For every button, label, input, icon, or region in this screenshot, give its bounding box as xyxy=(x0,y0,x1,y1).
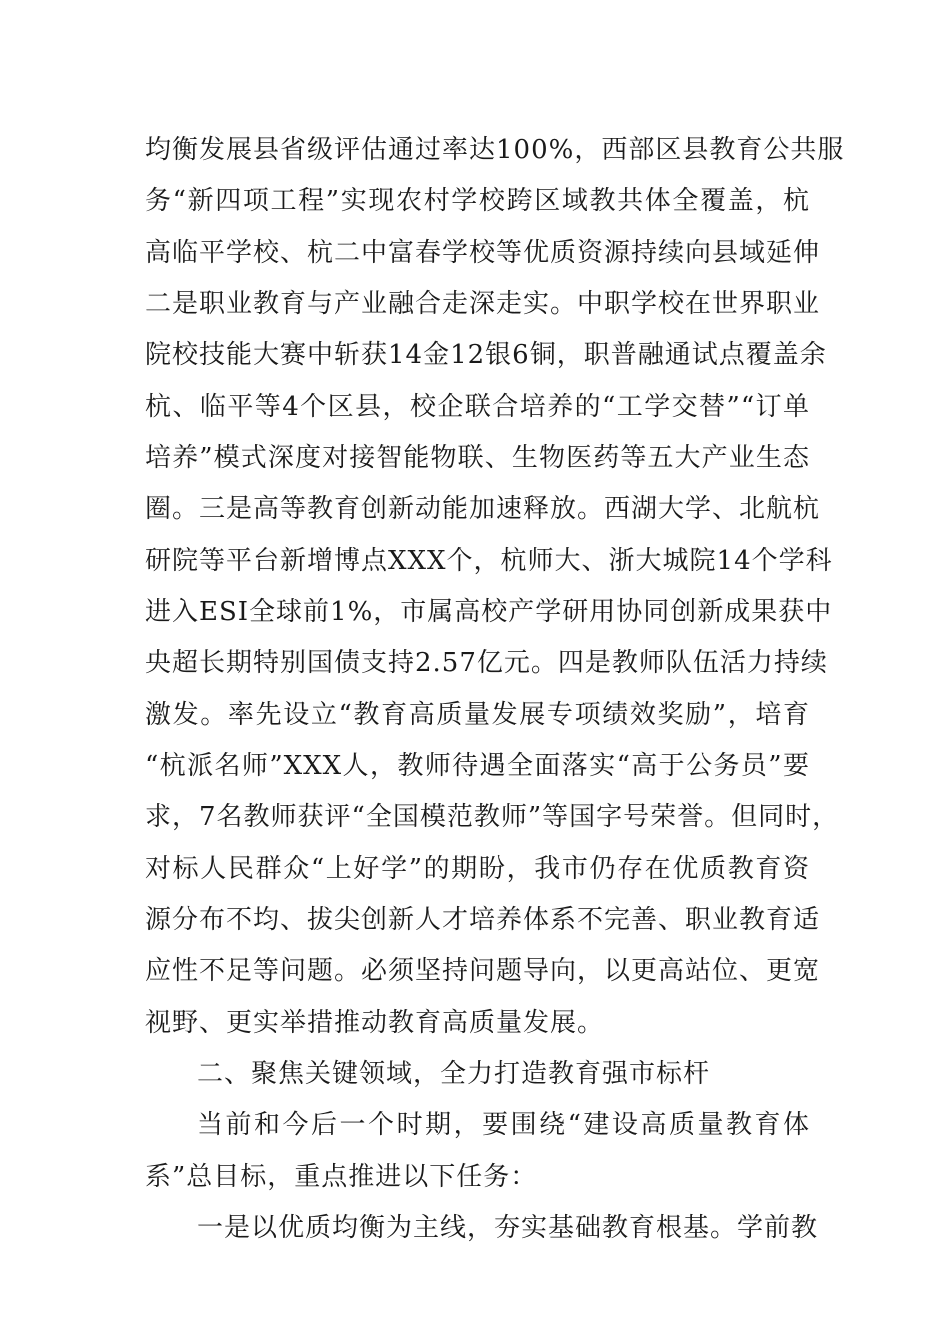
paragraph-first-line: 当前和今后一个时期，要围绕“建设高质量教育体 xyxy=(197,1110,810,1140)
paragraph-first-line: 一是以优质均衡为主线，夯实基础教育根基。学前教 xyxy=(197,1213,819,1243)
body-text-line: 均衡发展县省级评估通过率达100%，西部区县教育公共服 xyxy=(145,135,845,165)
body-text-line: 院校技能大赛中斩获14金12银6铜，职普融通试点覆盖余 xyxy=(145,340,827,370)
body-text-line: 杭、临平等4个区县，校企联合培养的“工学交替”“订单 xyxy=(145,392,810,422)
body-text-line: “杭派名师”XXX人，教师待遇全面落实“高于公务员”要 xyxy=(145,751,810,781)
body-text-line: 培养”模式深度对接智能物联、生物医药等五大产业生态 xyxy=(145,443,810,473)
body-text-line: 央超长期特别国债支持2.57亿元。四是教师队伍活力持续 xyxy=(145,648,828,678)
body-text-line: 激发。率先设立“教育高质量发展专项绩效奖励”，培育 xyxy=(145,700,810,730)
body-text-line: 进入ESI全球前1%，市属高校产学研用协同创新成果获中 xyxy=(145,597,833,627)
body-text-line: 应性不足等问题。必须坚持问题导向，以更高站位、更宽 xyxy=(145,956,821,986)
body-text-line: 对标人民群众“上好学”的期盼，我市仍存在优质教育资 xyxy=(145,854,810,884)
section-heading: 二、聚焦关键领域，全力打造教育强市标杆 xyxy=(197,1059,711,1089)
body-text-line: 圈。三是高等教育创新动能加速释放。西湖大学、北航杭 xyxy=(145,494,821,524)
body-text-line: 求，7名教师获评“全国模范教师”等国字号荣誉。但同时， xyxy=(145,802,840,832)
body-text-line: 系”总目标，重点推进以下任务： xyxy=(145,1162,538,1192)
body-text-line: 二是职业教育与产业融合走深走实。中职学校在世界职业 xyxy=(145,289,821,319)
body-text-line: 高临平学校、杭二中富春学校等优质资源持续向县域延伸 xyxy=(145,238,821,268)
body-text-line: 研院等平台新增博点XXX个，杭师大、浙大城院14个学科 xyxy=(145,546,833,576)
body-text-line: 视野、更实举措推动教育高质量发展。 xyxy=(145,1008,605,1038)
body-text-line: 源分布不均、拔尖创新人才培养体系不完善、职业教育适 xyxy=(145,905,821,935)
body-text-line: 务“新四项工程”实现农村学校跨区域教共体全覆盖，杭 xyxy=(145,186,810,216)
